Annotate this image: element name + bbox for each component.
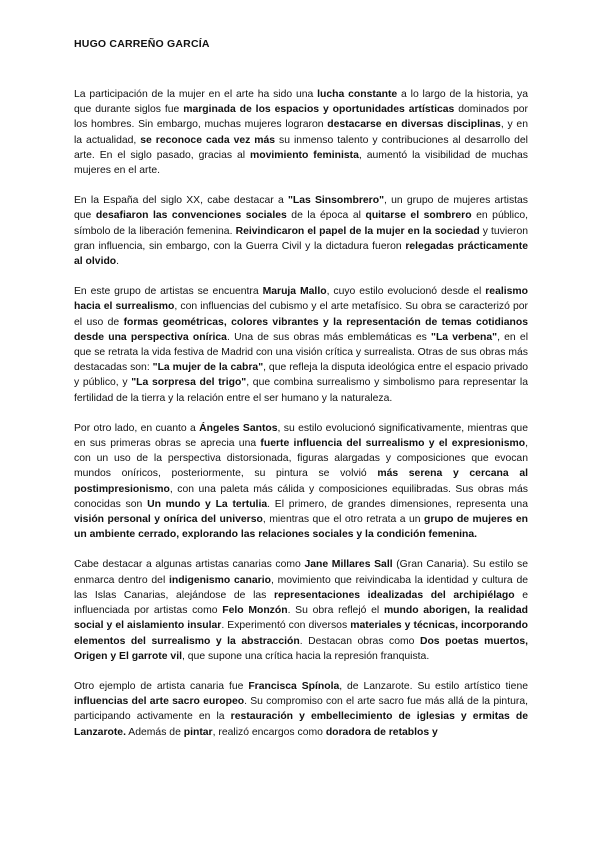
body-text: su inmenso talento y contribuciones al desarrollo del arte. En el siglo pasado, gracias al: [74, 134, 528, 161]
body-text: . Su obra reflejó el: [287, 605, 384, 617]
body-text: Cabe destacar a algunas artistas canarias como: [74, 559, 305, 571]
emphasis-text: visión personal y onírica del universo: [74, 514, 263, 526]
emphasis-text: se reconoce cada vez más: [140, 134, 276, 146]
emphasis-text: doradora de retablos y: [325, 726, 438, 738]
emphasis-text: Dos poetas muertos, Origen y El garrote vil: [74, 635, 528, 662]
emphasis-text: realismo hacia el surrealismo: [74, 286, 528, 313]
body-text: . El primero, de grandes dimensiones, representa una: [267, 498, 528, 510]
body-text: .: [116, 256, 120, 268]
paragraph: [74, 284, 528, 406]
body-text: , su estilo evolucionó significativamente, mientras que en sus primeras obras se aprecia una: [74, 422, 528, 450]
emphasis-text: restauración y embellecimiento de iglesias y ermitas de Lanzarote.: [74, 711, 528, 738]
body-text: , de Lanzarote. Su estilo artístico tiene: [339, 680, 528, 692]
emphasis-text: "La mujer de la cabra": [152, 362, 264, 374]
emphasis-text: pintar: [183, 726, 213, 738]
body-text: La participación de la mujer en el arte ha sido una: [74, 89, 318, 100]
emphasis-text: Francisca Spínola: [248, 680, 340, 692]
emphasis-text: grupo de mujeres en un ambiente cerrado, explorando las relaciones sociales y la condición femenina.: [74, 514, 528, 541]
document-body: [74, 87, 528, 740]
paragraph: [74, 679, 528, 740]
body-text: , con influencias del cubismo y el arte metafísico. Su obra se caracterizó por el uso de: [74, 301, 528, 328]
emphasis-text: desafiaron las convenciones sociales: [95, 210, 287, 222]
body-text: en público, símbolo de la liberación femenina.: [74, 210, 528, 237]
body-text: , con un uso de la perspectiva distorsionada, figuras alargadas y composiciones que evocan mundos oníricos, posteriormente, su pintura se volvió: [74, 438, 528, 480]
emphasis-text: "La sorpresa del trigo": [131, 377, 247, 389]
emphasis-text: formas geométricas, colores vibrantes y la representación de temas cotidianos desde una perspectiva onírica: [74, 316, 529, 343]
emphasis-text: Jane Millares Sall: [304, 559, 393, 571]
body-text: . Su compromiso con el arte sacro fue más allá de la pintura, participando activamente en la: [74, 696, 528, 723]
emphasis-text: fuerte influencia del surrealismo y el expresionismo: [260, 438, 526, 450]
body-text: , realizó encargos como: [212, 726, 326, 738]
body-text: a lo largo de la historia, ya que durante siglos fue: [74, 89, 528, 116]
emphasis-text: Maruja Mallo: [262, 286, 327, 298]
emphasis-text: Un mundo y La tertulia: [147, 498, 268, 510]
body-text: de la época al: [286, 210, 366, 222]
emphasis-text: materiales y técnicas, incorporando elementos del surrealismo y la abstracción: [74, 620, 528, 647]
body-text: , movimiento que reivindicaba la identidad y cultura de las Islas Canarias, alejándose de las: [74, 574, 528, 601]
emphasis-text: Reivindicaron el papel de la mujer en la sociedad: [235, 225, 480, 237]
body-text: . Destacan obras como: [299, 635, 420, 647]
body-text: , aumentó la visibilidad de muchas mujeres en el arte.: [74, 149, 528, 177]
emphasis-text: marginada de los espacios y oportunidades artísticas: [183, 104, 455, 116]
body-text: e influenciada por artistas como: [74, 589, 528, 617]
body-text: y tuvieron gran influencia, sin embargo, con la Guerra Civil y la dictadura fueron: [74, 225, 529, 252]
author-name: HUGO CARREÑO GARCÍA: [74, 38, 210, 50]
emphasis-text: quitarse el sombrero: [365, 210, 472, 222]
emphasis-text: más serena y cercana al postimpresionismo: [74, 468, 528, 495]
body-text: dominados por los hombres. Sin embargo, muchas mujeres lograron: [74, 104, 528, 131]
body-text: . Experimentó con diversos: [221, 620, 351, 632]
body-text: En este grupo de artistas se encuentra: [74, 286, 263, 298]
body-text: , y en la actualidad,: [74, 119, 528, 146]
emphasis-text: representaciones idealizadas del archipiélago: [273, 589, 515, 601]
body-text: , que supone una crítica hacia la represión franquista.: [181, 650, 430, 662]
body-text: Además de: [125, 726, 184, 738]
emphasis-text: influencias del arte sacro europeo: [74, 696, 245, 708]
emphasis-text: destacarse en diversas disciplinas: [327, 119, 501, 131]
paragraph: [74, 557, 528, 663]
emphasis-text: relegadas prácticamente al olvido: [74, 240, 528, 268]
paragraph: [74, 87, 528, 178]
body-text: , mientras que el otro retrata a un: [262, 514, 425, 526]
body-text: Otro ejemplo de artista canaria fue: [74, 680, 249, 692]
paragraph: [74, 421, 528, 543]
body-text: Por otro lado, en cuanto a: [74, 422, 200, 434]
body-text: (Gran Canaria). Su estilo se enmarca dentro del: [74, 559, 528, 586]
body-text: , con una paleta más cálida y composiciones equilibradas. Sus obras más conocidas son: [74, 483, 528, 510]
body-text: , que combina surrealismo y simbolismo para representar la fertilidad de la tierra y la relación entre el ser humano y la naturaleza.: [74, 377, 528, 404]
emphasis-text: "Las Sinsombrero": [287, 195, 384, 207]
emphasis-text: Felo Monzón: [222, 605, 288, 617]
body-text: , en el que se retrata la vida festiva de Madrid con una visión crítica y surrealista. Otras de sus obras más destacadas son:: [74, 331, 529, 374]
emphasis-text: indigenismo canario: [169, 574, 271, 586]
paragraph: [74, 193, 528, 269]
body-text: . Una de sus obras más emblemáticas es: [226, 331, 432, 343]
body-text: , que refleja la disputa ideológica entre el espacio privado y público, y: [74, 362, 528, 389]
emphasis-text: Ángeles Santos: [199, 422, 278, 434]
body-text: , un grupo de mujeres artistas que: [74, 195, 528, 222]
body-text: , cuyo estilo evolucionó desde el: [326, 286, 486, 298]
emphasis-text: mundo aborigen, la realidad social y el aislamiento insular: [74, 605, 528, 632]
emphasis-text: movimiento feminista: [250, 149, 359, 161]
emphasis-text: "La verbena": [431, 331, 498, 343]
body-text: En la España del siglo XX, cabe destacar a: [74, 195, 288, 207]
emphasis-text: lucha constante: [317, 89, 398, 100]
